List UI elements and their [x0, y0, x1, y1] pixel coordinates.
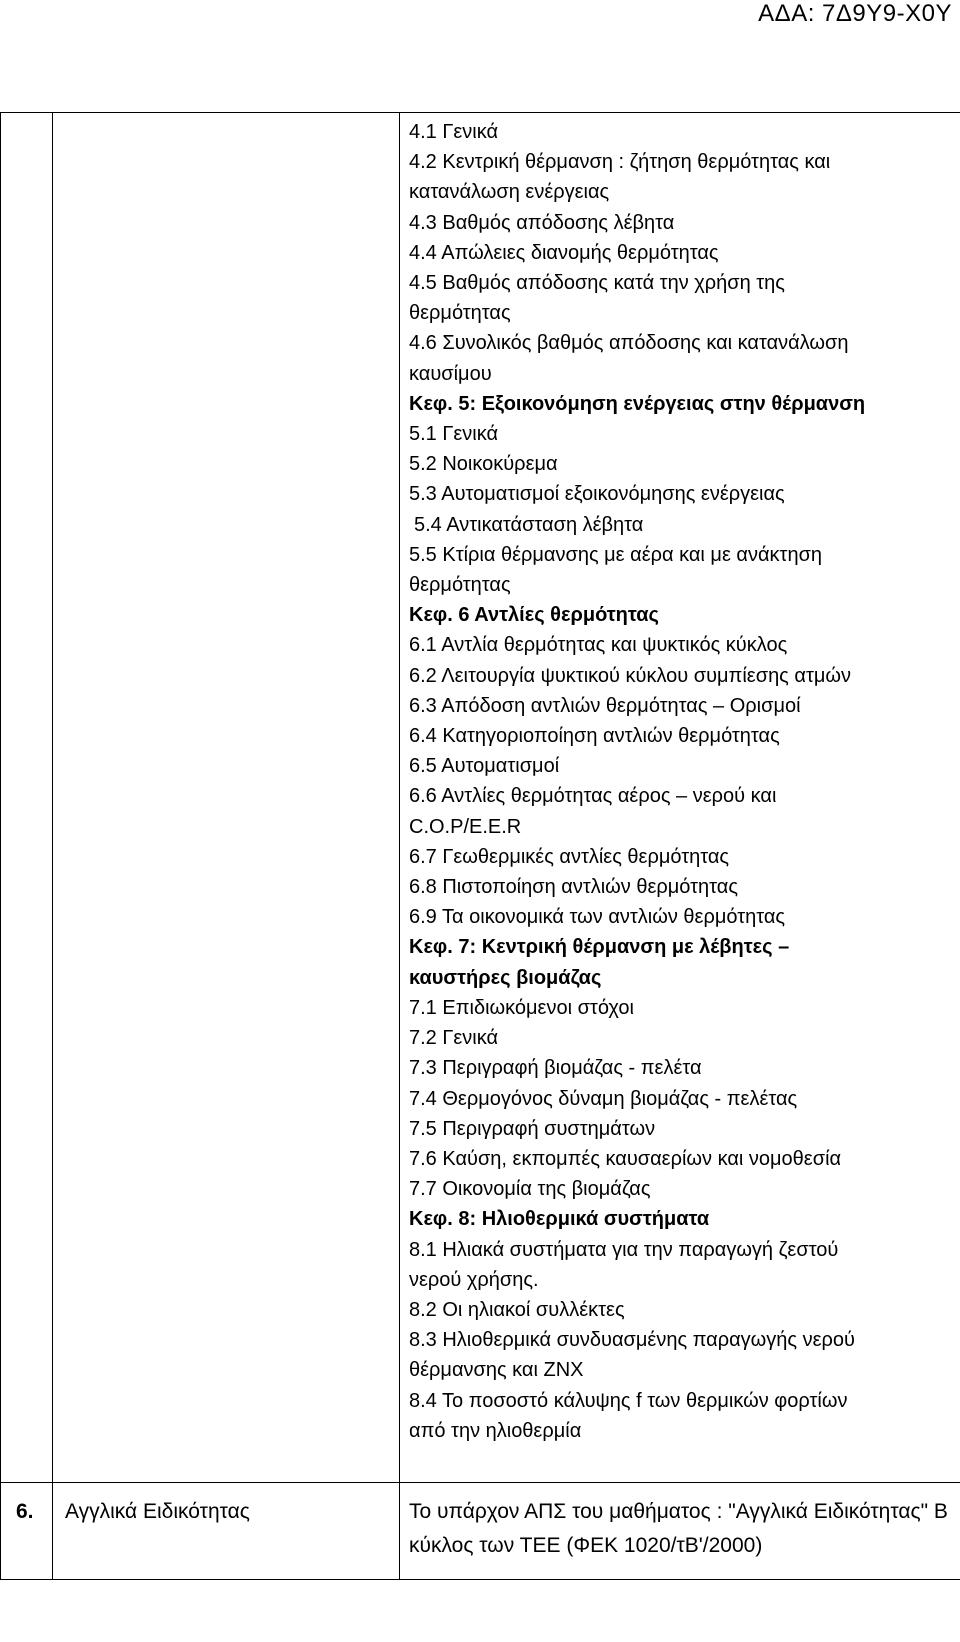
list-item: 6.9 Τα οικονομικά των αντλιών θερμότητας: [409, 906, 786, 929]
course-cell: [53, 113, 400, 1483]
list-item: 6.1 Αντλία θερμότητας και ψυκτικός κύκλος: [409, 634, 788, 657]
list-item: 7.7 Οικονομία της βιομάζας: [409, 1178, 651, 1201]
list-item: 8.4 Το ποσοστό κάλυψης f των θερμικών φορτίων: [409, 1389, 848, 1412]
list-item: 5.2 Νοικοκύρεμα: [409, 453, 558, 476]
list-item: 4.3 Βαθμός απόδοσης λέβητα: [409, 211, 675, 234]
list-item: 8.2 Οι ηλιακοί συλλέκτες: [409, 1298, 625, 1321]
list-item: 4.2 Κεντρική θέρμανση : ζήτηση θερμότητας και: [409, 151, 831, 174]
list-item: C.O.P/E.E.R: [409, 815, 522, 838]
list-item: 6.6 Αντλίες θερμότητας αέρος – νερού και: [409, 785, 777, 808]
list-item: από την ηλιοθερμία: [409, 1419, 582, 1442]
list-item: 4.1 Γενικά: [409, 121, 499, 143]
list-item: θέρμανσης και ΖΝΧ: [409, 1359, 584, 1382]
table-row: [1, 1482, 960, 1579]
ada-code: ΑΔΑ: 7Δ9Υ9-Χ0Υ: [758, 0, 952, 27]
list-item: καυσίμου: [409, 362, 492, 385]
chapter-heading: Κεφ. 8: Ηλιοθερμικά συστήματα: [409, 1208, 710, 1231]
list-item: θερμότητας: [409, 574, 511, 597]
table-row: [1, 113, 960, 1483]
contents-cell: [400, 113, 960, 1483]
list-item: 7.4 Θερμογόνος δύναμη βιομάζας - πελέτας: [409, 1087, 798, 1110]
list-item: 5.4 Αντικατάσταση λέβητα: [414, 513, 644, 536]
list-item: 5.5 Κτίρια θέρμανσης με αέρα και με ανάκτηση: [409, 543, 823, 566]
list-item: 5.1 Γενικά: [409, 423, 499, 446]
chapter-heading: Κεφ. 6 Αντλίες θερμότητας: [409, 604, 659, 627]
list-item: κατανάλωση ενέργειας: [409, 181, 610, 204]
list-item: 7.3 Περιγραφή βιομάζας - πελέτα: [409, 1057, 702, 1080]
list-item: 6.4 Κατηγοριοποίηση αντλιών θερμότητας: [409, 725, 780, 748]
course-description: Το υπάρχον ΑΠΣ του μαθήματος : "Αγγλικά Ειδικότητας" Β κύκλος των ΤΕΕ (ΦΕΚ 1020/τΒ'/2000): [400, 1482, 960, 1579]
chapter-heading: Κεφ. 5: Εξοικονόμηση ενέργειας στην θέρμανση: [409, 392, 866, 415]
list-item: 6.5 Αυτοματισμοί: [409, 755, 560, 778]
chapter-heading: καυστήρες βιομάζας: [409, 966, 602, 989]
list-item: 4.4 Απώλειες διανομής θερμότητας: [409, 241, 719, 264]
row-number: 6.: [1, 1482, 53, 1579]
chapter-heading: Κεφ. 7: Κεντρική θέρμανση με λέβητες –: [409, 936, 790, 959]
list-item: νερού χρήσης.: [409, 1268, 539, 1291]
list-item: 6.2 Λειτουργία ψυκτικού κύκλου συμπίεσης ατμών: [409, 664, 851, 687]
list-item: 7.6 Καύση, εκπομπές καυσαερίων και νομοθεσία: [409, 1147, 842, 1170]
list-item: 7.1 Επιδιωκόμενοι στόχοι: [409, 996, 634, 1019]
contents-list: [400, 113, 960, 1482]
curriculum-table: [0, 112, 960, 1580]
list-item: 6.7 Γεωθερμικές αντλίες θερμότητας: [409, 845, 730, 868]
list-item: 6.3 Απόδοση αντλιών θερμότητας – Ορισμοί: [409, 694, 801, 717]
list-item: 6.8 Πιστοποίηση αντλιών θερμότητας: [409, 876, 738, 899]
row-number-cell: [1, 113, 53, 1483]
list-item: 7.5 Περιγραφή συστημάτων: [409, 1117, 656, 1140]
list-item: 4.6 Συνολικός βαθμός απόδοσης και κατανάλωση: [409, 332, 849, 355]
list-item: 8.3 Ηλιοθερμικά συνδυασμένης παραγωγής νερού: [409, 1329, 855, 1352]
list-item: 7.2 Γενικά: [409, 1027, 499, 1050]
course-name: Αγγλικά Ειδικότητας: [53, 1482, 400, 1579]
list-item: 8.1 Ηλιακά συστήματα για την παραγωγή ζεστού: [409, 1238, 839, 1261]
list-item: 4.5 Βαθμός απόδοσης κατά την χρήση της: [409, 272, 785, 295]
list-item: θερμότητας: [409, 302, 511, 325]
list-item: 5.3 Αυτοματισμοί εξοικονόμησης ενέργειας: [409, 483, 785, 506]
